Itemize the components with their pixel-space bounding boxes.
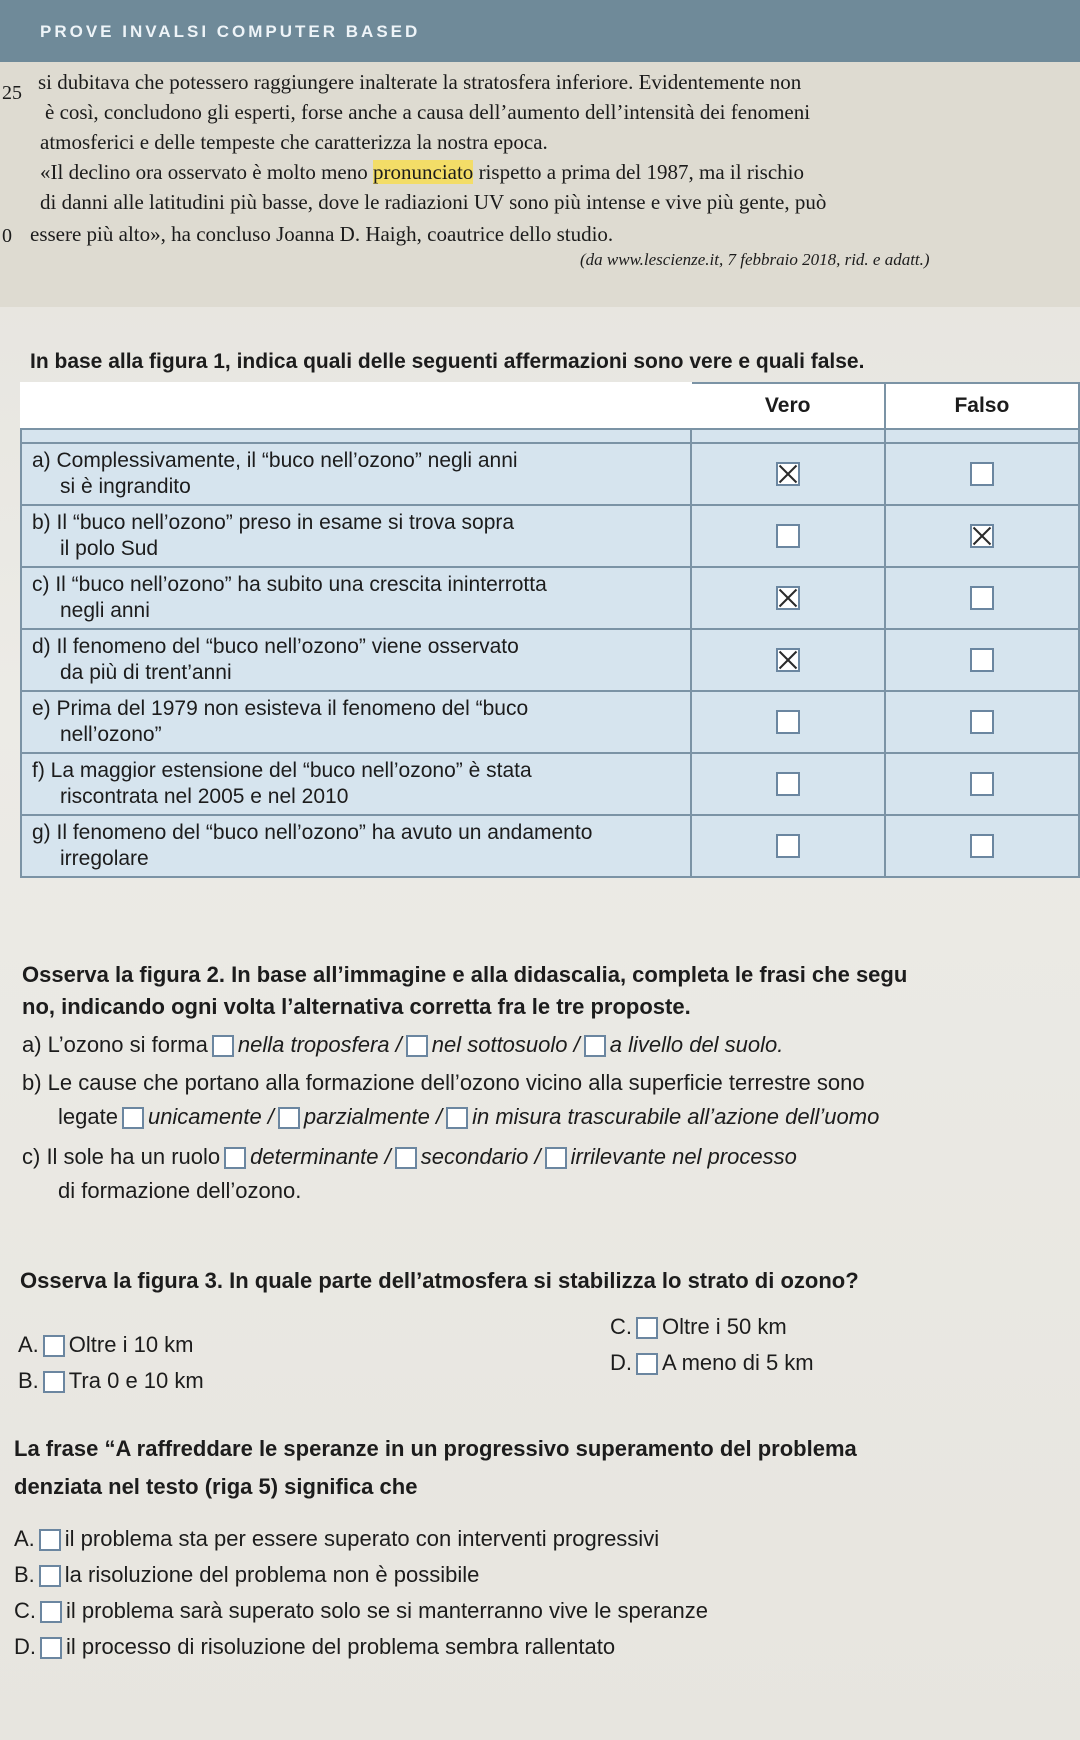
option-checkbox[interactable] — [584, 1035, 606, 1057]
table-row — [21, 505, 1079, 567]
q3-option-c[interactable]: C. Oltre i 50 km — [610, 1314, 787, 1339]
table-row — [21, 567, 1079, 629]
vero-checkbox[interactable] — [776, 834, 800, 858]
table-row — [21, 753, 1079, 815]
article-line: di danni alle latitudini più basse, dove le radiazioni UV sono più intense e vive più gente, può — [40, 190, 827, 214]
vero-checkbox[interactable] — [776, 772, 800, 796]
col-vero: Vero — [691, 383, 885, 429]
q4-option-b[interactable]: B. la risoluzione del problema non è possibile — [14, 1562, 480, 1587]
header-band — [0, 0, 1080, 70]
option-checkbox[interactable] — [446, 1107, 468, 1129]
option-checkbox[interactable] — [39, 1529, 61, 1551]
option-checkbox[interactable] — [395, 1147, 417, 1169]
highlighted-word: pronunciato — [373, 160, 474, 184]
article-text: rispetto a prima del 1987, ma il rischio — [478, 160, 804, 184]
option-checkbox[interactable] — [43, 1335, 65, 1357]
vero-checkbox[interactable] — [776, 462, 800, 486]
brand-label: PROVE INVALSI COMPUTER BASED — [40, 22, 421, 41]
table-row — [21, 629, 1079, 691]
article-line: è così, concludono gli esperti, forse anche a causa dell’aumento dell’intensità dei fenomeni — [45, 100, 811, 124]
q2-item-b-options: legate unicamente / parzialmente / in misura trascurabile all’azione dell’uomo — [58, 1104, 880, 1129]
falso-checkbox[interactable] — [970, 524, 994, 548]
falso-checkbox[interactable] — [970, 772, 994, 796]
q2-item-b: b) Le cause che portano alla formazione dell’ozono vicino alla superficie terrestre sono — [22, 1070, 865, 1095]
statement: g) Il fenomeno del “buco nell’ozono” ha avuto un andamento irregolare — [21, 815, 691, 877]
q4-option-a[interactable]: A. il problema sta per essere superato con interventi progressivi — [14, 1526, 660, 1551]
statement: a) Complessivamente, il “buco nell’ozono” negli anni si è ingrandito — [21, 443, 691, 505]
table-row — [21, 443, 1079, 505]
q2-intro: no, indicando ogni volta l’alternativa corretta fra le tre proposte. — [22, 994, 691, 1019]
option-checkbox[interactable] — [406, 1035, 428, 1057]
q3-option-d[interactable]: D. A meno di 5 km — [610, 1350, 814, 1375]
q4-title: La frase “A raffreddare le speranze in un progressivo superamento del problema — [14, 1436, 857, 1461]
line-number: 0 — [2, 225, 12, 247]
article-line: atmosferici e delle tempeste che caratterizza la nostra epoca. — [40, 130, 548, 154]
article-line — [40, 160, 804, 185]
q4-option-d[interactable]: D. il processo di risoluzione del problema sembra rallentato — [14, 1634, 616, 1659]
falso-checkbox[interactable] — [970, 586, 994, 610]
vero-checkbox[interactable] — [776, 586, 800, 610]
option-checkbox[interactable] — [122, 1107, 144, 1129]
option-checkbox[interactable] — [278, 1107, 300, 1129]
statement: b) Il “buco nell’ozono” preso in esame si trova sopra il polo Sud — [21, 505, 691, 567]
table-row — [21, 815, 1079, 877]
article-text: «Il declino ora osservato è molto meno — [40, 160, 368, 184]
statement: f) La maggior estensione del “buco nell’ozono” è stata riscontrata nel 2005 e nel 2010 — [21, 753, 691, 815]
col-falso: Falso — [885, 383, 1079, 429]
falso-checkbox[interactable] — [970, 710, 994, 734]
q4-title: denziata nel testo (riga 5) significa che — [14, 1474, 418, 1499]
vero-checkbox[interactable] — [776, 710, 800, 734]
q4-option-c[interactable]: C. il problema sarà superato solo se si manterranno vive le speranze — [14, 1598, 708, 1623]
table-row — [21, 691, 1079, 753]
q2-item-c-cont: di formazione dell’ozono. — [58, 1178, 302, 1203]
falso-checkbox[interactable] — [970, 462, 994, 486]
true-false-table — [20, 382, 1080, 878]
q2-item-a: a) L’ozono si forma nella troposfera / nel sottosuolo / a livello del suolo. — [22, 1032, 784, 1057]
q3-option-b[interactable]: B. Tra 0 e 10 km — [18, 1368, 204, 1393]
q2-intro: Osserva la figura 2. In base all’immagine e alla didascalia, completa le frasi che segu — [22, 962, 908, 987]
article-line: essere più alto», ha concluso Joanna D. Haigh, coautrice dello studio. — [30, 222, 614, 246]
article-line: si dubitava che potessero raggiungere inalterate la stratosfera inferiore. Evidentemente non — [38, 70, 802, 94]
vero-checkbox[interactable] — [776, 524, 800, 548]
option-checkbox[interactable] — [636, 1353, 658, 1375]
option-checkbox[interactable] — [636, 1317, 658, 1339]
q1-title: In base alla figura 1, indica quali delle seguenti affermazioni sono vere e quali false. — [30, 350, 865, 373]
option-checkbox[interactable] — [212, 1035, 234, 1057]
statement: c) Il “buco nell’ozono” ha subito una crescita ininterrotta negli anni — [21, 567, 691, 629]
falso-checkbox[interactable] — [970, 648, 994, 672]
option-checkbox[interactable] — [545, 1147, 567, 1169]
option-checkbox[interactable] — [40, 1637, 62, 1659]
statement: e) Prima del 1979 non esisteva il fenomeno del “buco nell’ozono” — [21, 691, 691, 753]
option-checkbox[interactable] — [224, 1147, 246, 1169]
q3-title: Osserva la figura 3. In quale parte dell’atmosfera si stabilizza lo strato di ozono? — [20, 1268, 859, 1293]
vero-checkbox[interactable] — [776, 648, 800, 672]
option-checkbox[interactable] — [40, 1601, 62, 1623]
falso-checkbox[interactable] — [970, 834, 994, 858]
q2-item-c: c) Il sole ha un ruolo determinante / secondario / irrilevante nel processo — [22, 1144, 797, 1169]
option-checkbox[interactable] — [43, 1371, 65, 1393]
table-header-blank — [21, 383, 691, 429]
source-citation: (da www.lescienze.it, 7 febbraio 2018, rid. e adatt.) — [580, 250, 930, 269]
option-checkbox[interactable] — [39, 1565, 61, 1587]
q3-option-a[interactable]: A. Oltre i 10 km — [18, 1332, 194, 1357]
statement: d) Il fenomeno del “buco nell’ozono” viene osservato da più di trent’anni — [21, 629, 691, 691]
line-number: 25 — [2, 82, 22, 104]
